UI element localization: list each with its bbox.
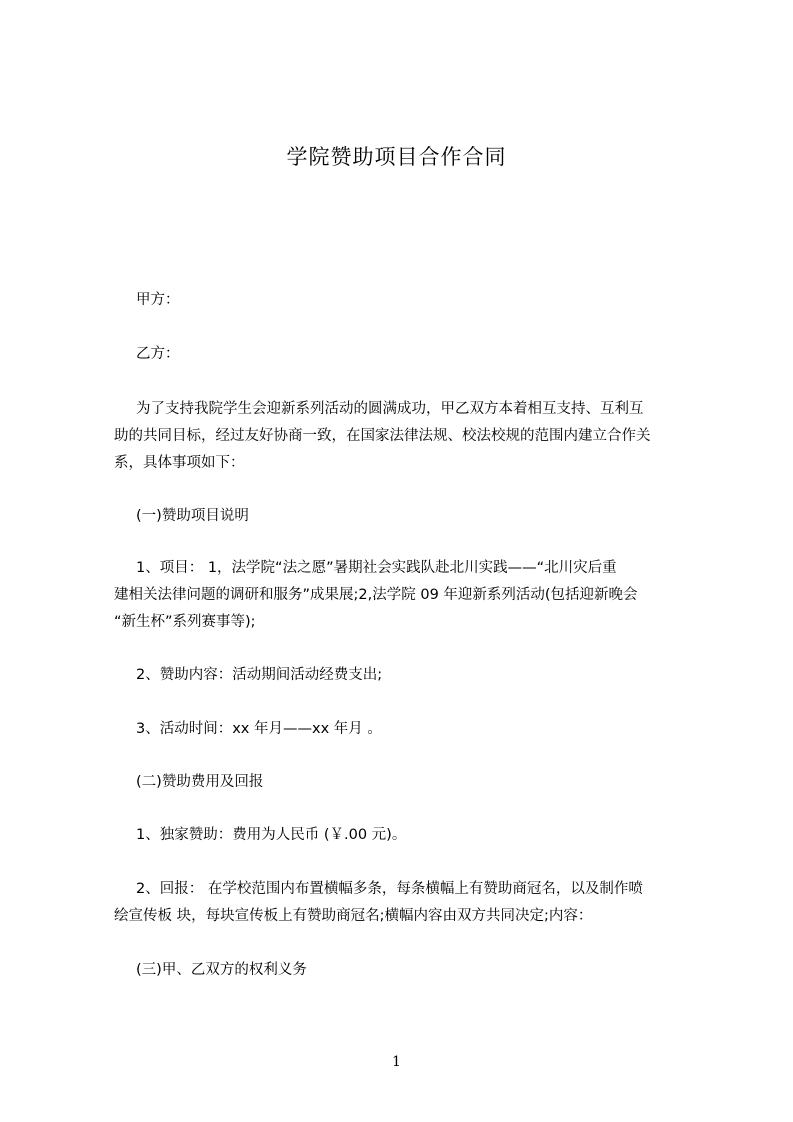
item-1-line: 1、项目： 1，法学院“法之愿”暑期社会实践队赴北川实践——“北川灾后重: [136, 560, 617, 576]
return-line: 2、回报： 在学校范围内布置横幅多条，每条横幅上有赞助商冠名，以及制作喷: [136, 881, 643, 897]
document-title: 学院赞助项目合作合同: [286, 145, 507, 169]
fee-paragraph: 1、独家赞助：费用为人民币 (￥.00 元)。: [136, 827, 407, 843]
page-number: 1: [392, 1054, 401, 1070]
section-3-heading: (三)甲、乙双方的权利义务: [136, 962, 307, 978]
return-line: 绘宣传板 块，每块宣传板上有赞助商冠名;横幅内容由双方共同决定;内容：: [114, 908, 593, 924]
intro-line: 助的共同目标，经过友好协商一致，在国家法律法规、校法校规的范围内建立合作关: [114, 428, 651, 444]
section-2-heading: (二)赞助费用及回报: [136, 774, 264, 790]
party-a-label: 甲方：: [136, 292, 180, 308]
item-3-paragraph: 3、活动时间：xx 年月——xx 年月 。: [136, 721, 382, 737]
intro-line: 系，具体事项如下：: [114, 455, 245, 471]
section-1-heading: (一)赞助项目说明: [136, 508, 249, 524]
party-b-label: 乙方：: [136, 346, 180, 362]
item-1-line: “新生杯”系列赛事等);: [114, 614, 256, 630]
intro-line: 为了支持我院学生会迎新系列活动的圆满成功，甲乙双方本着相互支持、互利互: [136, 401, 644, 417]
item-1-line: 建相关法律问题的调研和服务”成果展;2,法学院 09 年迎新系列活动(包括迎新晚会: [114, 587, 638, 603]
item-2-paragraph: 2、赞助内容：活动期间活动经费支出;: [136, 667, 383, 683]
